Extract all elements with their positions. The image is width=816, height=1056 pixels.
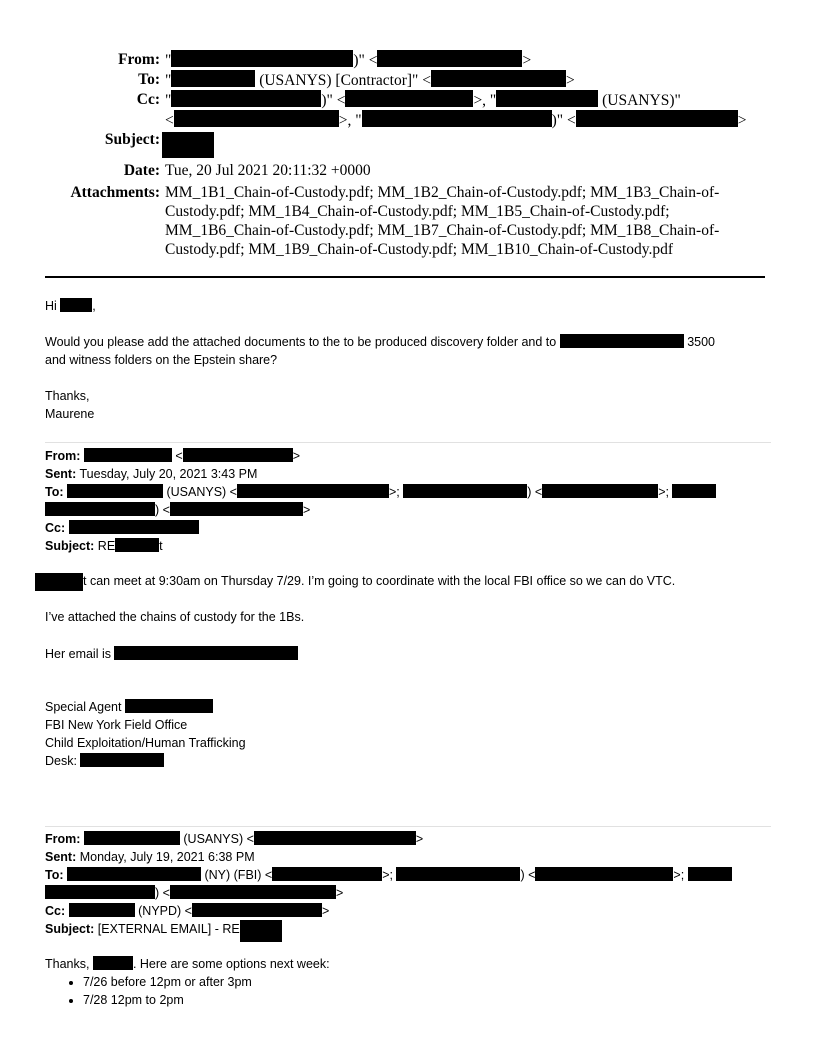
redaction	[535, 867, 673, 881]
msg3-to: To: (NY) (FBI) < >; ) < >;	[45, 866, 732, 884]
redaction	[67, 867, 201, 881]
redaction	[84, 831, 180, 845]
msg2-subject: Subject: RE t	[45, 539, 163, 553]
from-value: " )" < >	[165, 52, 532, 69]
thanks-line: Thanks,	[45, 389, 90, 403]
redaction	[45, 502, 155, 516]
list-item: • 7/28 12pm to 2pm	[83, 991, 252, 1009]
date-label: Date:	[123, 162, 160, 179]
attachments-label: Attachments:	[70, 184, 160, 201]
msg2-from: From: < >	[45, 449, 301, 463]
redaction	[183, 448, 293, 462]
options-list	[65, 973, 252, 1009]
redaction	[80, 753, 164, 767]
signature: Maurene	[45, 407, 95, 421]
redaction	[403, 484, 527, 498]
msg3-to-cont: ) < >	[45, 884, 343, 902]
redaction	[170, 502, 303, 516]
redaction	[84, 448, 172, 462]
msg3-subject: Subject: [EXTERNAL EMAIL] - RE	[45, 920, 282, 942]
msg3-cc: Cc: (NYPD) < >	[45, 904, 330, 918]
email-body	[45, 0, 773, 1056]
redaction	[60, 298, 92, 312]
redaction	[35, 573, 83, 591]
redaction	[125, 699, 213, 713]
message-separator	[45, 826, 771, 827]
redaction	[170, 885, 336, 899]
redaction	[192, 903, 322, 917]
redaction	[542, 484, 658, 498]
body-line: and witness folders on the Epstein share?	[45, 353, 278, 367]
redaction	[115, 538, 159, 552]
msg2-sent: Sent: Tuesday, July 20, 2021 3:43 PM	[45, 467, 258, 481]
redaction	[672, 484, 716, 498]
msg2-signature: Desk:	[45, 752, 164, 770]
redaction	[237, 484, 389, 498]
msg2-signature: FBI New York Field Office	[45, 718, 188, 732]
from-label: From:	[118, 51, 160, 68]
msg3-from: From: (USANYS) < >	[45, 832, 424, 846]
redaction	[688, 867, 732, 881]
redaction	[254, 831, 416, 845]
redaction	[240, 920, 282, 942]
msg2-signature: Child Exploitation/Human Trafficking	[45, 736, 246, 750]
redaction	[396, 867, 520, 881]
msg2-line: t can meet at 9:30am on Thursday 7/29. I’m going to coordinate with the local FBI office so we can do VTC.	[35, 572, 675, 591]
to-value: " (USANYS) [Contractor]" < >	[165, 72, 575, 89]
msg2-signature: Special Agent	[45, 698, 213, 716]
list-item: • 7/26 before 12pm or after 3pm	[83, 973, 252, 991]
subject-label: Subject:	[104, 131, 160, 148]
message-separator	[45, 442, 771, 443]
redaction	[45, 885, 155, 899]
msg2-line: Her email is	[45, 645, 298, 663]
msg2-line: I’ve attached the chains of custody for the 1Bs.	[45, 610, 305, 624]
redaction	[69, 903, 135, 917]
redaction	[67, 484, 163, 498]
msg2-to: To: (USANYS) < >; ) < >;	[45, 483, 716, 501]
msg2-to-cont: ) < >	[45, 501, 310, 519]
attachments-value[interactable]: MM_1B1_Chain-of-Custody.pdf; MM_1B2_Chain-of-Custody.pdf; MM_1B3_Chain-of- Custody.pdf; MM_1B4_Chain-of-Custody.pdf; MM_1B5_Chain-of-Custody.pdf; MM_1B6_Chain-of-Custody.pdf; MM_1B7_Chain-of-Custody.pdf; MM_1B8_Chain-of- Custody.pdf; MM_1B9_Chain-of-Custody.pdf; MM_1B10_Chain-of-Custody.pdf	[165, 184, 720, 258]
to-label: To:	[138, 71, 160, 88]
redaction	[114, 646, 298, 660]
greeting: Hi ,	[45, 299, 96, 313]
date-value: Tue, 20 Jul 2021 20:11:32 +0000	[165, 162, 371, 179]
msg3-line: Thanks, . Here are some options next week:	[45, 957, 330, 971]
redaction	[93, 956, 133, 970]
redaction	[69, 520, 199, 534]
msg3-sent: Sent: Monday, July 19, 2021 6:38 PM	[45, 850, 255, 864]
cc-value: " )" < >, " (USANYS)" < >, " )" < >	[165, 92, 747, 129]
redaction	[272, 867, 382, 881]
msg2-cc: Cc:	[45, 519, 199, 537]
body-line: Would you please add the attached documents to the to be produced discovery folder and to 3500	[45, 335, 715, 349]
cc-label: Cc:	[136, 91, 160, 108]
redaction	[560, 334, 684, 348]
